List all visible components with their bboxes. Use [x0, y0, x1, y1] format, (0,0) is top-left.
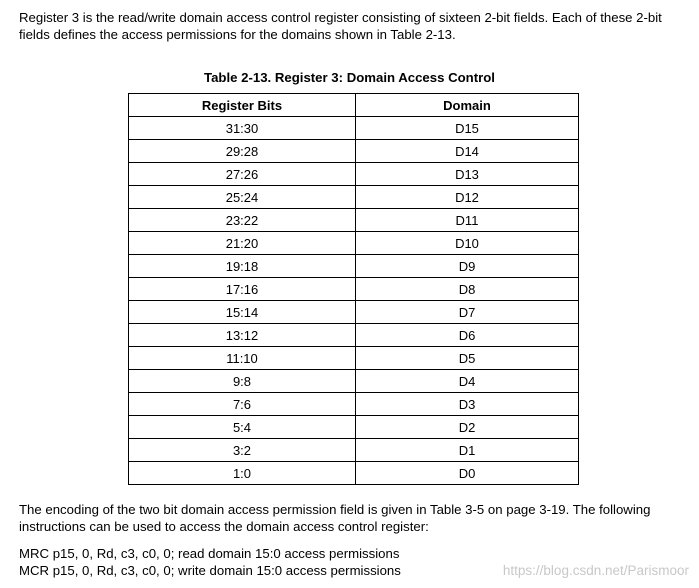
register-bits-cell: 1:0 — [129, 462, 356, 485]
register-bits-cell: 17:16 — [129, 278, 356, 301]
domain-cell: D5 — [356, 347, 579, 370]
register-bits-cell: 21:20 — [129, 232, 356, 255]
register-bits-cell: 3:2 — [129, 439, 356, 462]
table-row — [129, 301, 579, 324]
register-bits-cell: 29:28 — [129, 140, 356, 163]
header-register-bits: Register Bits — [129, 94, 356, 117]
register-bits-cell: 9:8 — [129, 370, 356, 393]
domain-cell: D15 — [356, 117, 579, 140]
domain-access-table — [128, 93, 579, 485]
domain-cell: D7 — [356, 301, 579, 324]
register-bits-cell: 27:26 — [129, 163, 356, 186]
domain-cell: D8 — [356, 278, 579, 301]
register-bits-cell: 19:18 — [129, 255, 356, 278]
domain-cell: D13 — [356, 163, 579, 186]
table-row — [129, 117, 579, 140]
table-row — [129, 439, 579, 462]
table-row — [129, 140, 579, 163]
table-row — [129, 209, 579, 232]
register-bits-cell: 7:6 — [129, 393, 356, 416]
domain-cell: D4 — [356, 370, 579, 393]
domain-cell: D10 — [356, 232, 579, 255]
table-row — [129, 163, 579, 186]
domain-cell: D1 — [356, 439, 579, 462]
header-domain: Domain — [356, 94, 579, 117]
register-bits-cell: 5:4 — [129, 416, 356, 439]
code-line-mcr: MCR p15, 0, Rd, c3, c0, 0; write domain 15:0 access permissions — [19, 563, 401, 578]
domain-cell: D0 — [356, 462, 579, 485]
table-body — [129, 117, 579, 485]
table-row — [129, 255, 579, 278]
table-row — [129, 393, 579, 416]
table-row — [129, 416, 579, 439]
register-bits-cell: 11:10 — [129, 347, 356, 370]
domain-cell: D2 — [356, 416, 579, 439]
domain-cell: D6 — [356, 324, 579, 347]
domain-cell: D11 — [356, 209, 579, 232]
register-bits-cell: 31:30 — [129, 117, 356, 140]
encoding-paragraph: The encoding of the two bit domain access permission field is given in Table 3-5 on page 3-19. The following instructions can be used to access the domain access control register: — [19, 502, 651, 534]
watermark: https://blog.csdn.net/Parismoor — [502, 563, 689, 578]
register-bits-cell: 23:22 — [129, 209, 356, 232]
table-header-row — [129, 94, 579, 117]
table-row — [129, 324, 579, 347]
register-bits-cell: 13:12 — [129, 324, 356, 347]
domain-cell: D14 — [356, 140, 579, 163]
code-line-mrc: MRC p15, 0, Rd, c3, c0, 0; read domain 15:0 access permissions — [19, 546, 400, 561]
register-bits-cell: 25:24 — [129, 186, 356, 209]
domain-cell: D3 — [356, 393, 579, 416]
domain-cell: D12 — [356, 186, 579, 209]
table-row — [129, 462, 579, 485]
table-row — [129, 370, 579, 393]
table-row — [129, 278, 579, 301]
intro-paragraph: Register 3 is the read/write domain access control register consisting of sixteen 2-bit fields. Each of these 2-bit fields defines the access permissions for the domains shown in Table 2-13. — [19, 10, 662, 42]
register-bits-cell: 15:14 — [129, 301, 356, 324]
table-row — [129, 232, 579, 255]
domain-cell: D9 — [356, 255, 579, 278]
table-caption: Table 2-13. Register 3: Domain Access Control — [204, 70, 495, 85]
table-row — [129, 347, 579, 370]
table-row — [129, 186, 579, 209]
